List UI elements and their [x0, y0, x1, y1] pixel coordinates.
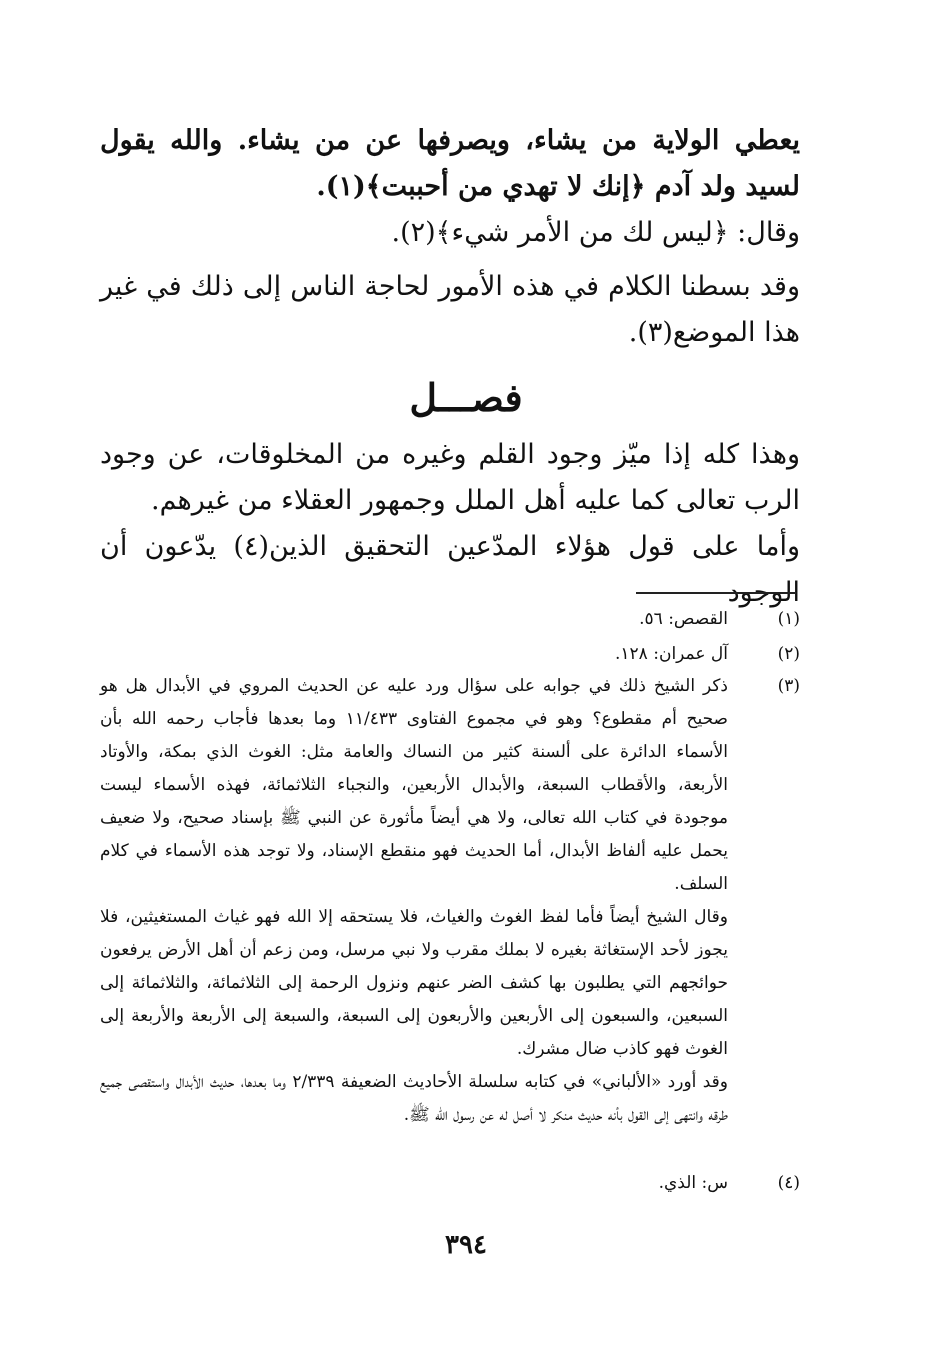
footnote-4-paragraph: س: الذي. — [658, 1173, 728, 1193]
body-paragraph-3-text: وقد بسطنا الكلام في هذه الأمور لحاجة الناس إلى ذلك في غير هذا الموضع(٣). — [100, 271, 800, 348]
body-paragraph-4 — [100, 432, 800, 524]
footnote-4-number: (٤) — [777, 1173, 800, 1193]
footnote-4-body — [100, 1167, 728, 1200]
body-paragraph-5-text: وأما على قول هؤلاء المدّعين التحقيق الذين(٤) يدّعون أن الوجود — [100, 531, 800, 608]
section-heading: فصـــل — [409, 375, 523, 420]
body-paragraph-2 — [100, 210, 800, 256]
footnote-3-number: (٣) — [777, 676, 800, 696]
body-paragraph-1-text: يعطي الولاية من يشاء، ويصرفها عن من يشاء. والله يقول لسيد ولد آدم ﴿إنك لا تهدي من أحببت﴾(١). — [100, 125, 800, 202]
footnote-3-paragraph-2: وقال الشيخ أيضاً فأما لفظ الغوث والغياث، فلا يستحقه إلا الله فهو غياث المستغيثين، فلا يجوز لأحد الإستغاثة بغيره لا بملك مقرب ولا نبي مرسل، ومن زعم أن أهل الأرض يرفعون حوائجهم التي يطلبون بها كشف الضر عنهم ونزول الرحمة إلى الثلاثمائة، والثلاثمائة إلى السبعين، والسبعون إلى الأربعين والأربعون إلى السبعة، والسبعة إلى الأربعة والأربعة إلى الغوث فهو كاذب ضال مشرك. — [100, 907, 728, 1059]
footnote-1 — [100, 603, 800, 636]
body-paragraph-3 — [100, 264, 800, 356]
footnote-1-number: (١) — [777, 609, 800, 629]
body-paragraph-2-text: وقال: ﴿ليس لك من الأمر شيء﴾(٢). — [391, 217, 800, 248]
footnote-3 — [100, 670, 800, 1132]
footnote-1-paragraph: القصص: ٥٦. — [639, 609, 728, 629]
footnote-3-paragraph-1: ذكر الشيخ ذلك في جوابه على سؤال ورد عليه عن الحديث المروي في الأبدال هل هو صحيح أم مقطوع؟ وهو في مجموع الفتاوى ١١/٤٣٣ وما بعدها فأجاب رحمه الله بأن الأسماء الدائرة على ألسنة كثير من النساك والعامة مثل: الغوث الذي بمكة، والأوتاد الأربعة، والأقطاب السبعة، والأبدال الأربعين، والنجباء الثلاثمائة، فهذه الأسماء ليست موجودة في كتاب الله تعالى، ولا هي أيضاً مأثورة عن النبي ﷺ بإسناد صحيح، ولا ضعيف يحمل عليه ألفاظ الأبدال، أما الحديث فهو منقطع الإسناد، ولا توجد هذه الأسماء في كلام السلف. — [100, 676, 728, 894]
footnote-1-body — [100, 603, 728, 636]
footnote-2-number: (٢) — [777, 644, 800, 664]
body-paragraph-4-text: وهذا كله إذا ميّز وجود القلم وغيره من المخلوقات، عن وجود الرب تعالى كما عليه أهل الملل وجمهور العقلاء من غيرهم. — [100, 439, 800, 516]
footnote-2 — [100, 638, 800, 671]
footnote-4 — [100, 1167, 800, 1200]
footnote-3-paragraph-3: وقد أورد «الألباني» في كتابه سلسلة الأحاديث الضعيفة ٢/٣٣٩ وما بعدها، حديث الأبدال واستقصى جميع طرقه وانتهى إلى القول بأنه حديث منكر لا أصل له عن رسول الله ﷺ. — [100, 1072, 728, 1125]
footnote-3-body — [100, 670, 728, 1132]
footnote-divider — [636, 592, 796, 594]
footnote-2-body — [100, 638, 728, 671]
footnote-2-paragraph: آل عمران: ١٢٨. — [615, 644, 728, 664]
body-paragraph-1 — [100, 118, 800, 210]
page-number: ٣٩٤ — [445, 1230, 487, 1260]
